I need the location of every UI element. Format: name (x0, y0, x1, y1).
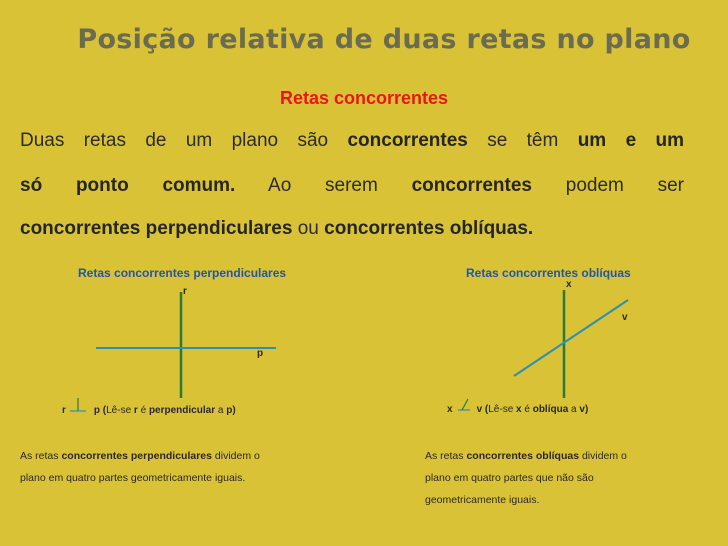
intro-text: ou (292, 218, 325, 239)
section-subtitle: Retas concorrentes (279, 88, 449, 108)
desc-bold: concorrentes perpendiculares (61, 450, 212, 462)
page-title: Posição relativa de duas retas no plano (77, 24, 691, 55)
notation-paren: ( (100, 405, 107, 416)
notation-x: x (516, 404, 522, 415)
oblique-caption: Retas concorrentes oblíquas (466, 266, 631, 280)
notation-word: oblíqua (532, 404, 569, 415)
notation-x: x (447, 404, 453, 415)
oblique-description-line-3: geometricamente iguais. (425, 494, 540, 506)
notation-p: p (226, 405, 233, 416)
label-p: p (257, 348, 264, 359)
intro-text: se têm (467, 130, 578, 151)
desc-bold: concorrentes oblíquas (466, 450, 580, 462)
notation-text: Lê-se (106, 405, 134, 416)
notation-text: é (521, 404, 533, 415)
perpendicular-description-line-2: plano em quatro partes geometricamente iguais. (20, 472, 246, 484)
notation-v: v (579, 404, 585, 415)
label-x: x (566, 279, 572, 290)
intro-bold: concorrentes (347, 130, 468, 151)
intro-bold: um e um (577, 130, 685, 151)
desc-text: dividem o (579, 450, 627, 462)
perpendicular-notation (62, 405, 236, 416)
intro-bold: concorrentes (411, 175, 532, 196)
oblique-description-line-2: plano em quatro partes que não são (425, 472, 594, 484)
label-r: r (183, 286, 187, 297)
notation-paren: ) (232, 405, 236, 416)
notation-word: perpendicular (148, 405, 216, 416)
intro-text: podem ser (531, 175, 685, 196)
notation-text: Lê-se (488, 404, 517, 415)
intro-text: Duas retas de um plano são (20, 130, 348, 151)
oblique-description-line-1 (425, 450, 627, 462)
perpendicular-description-line-1 (20, 450, 260, 462)
intro-bold: concorrentes oblíquas. (324, 218, 534, 239)
intro-text: Ao serem (235, 175, 412, 196)
desc-text: As retas (425, 450, 467, 462)
notation-text: a (568, 404, 580, 415)
label-v: v (622, 312, 628, 323)
intro-bold: só ponto comum. (20, 175, 236, 196)
perpendicular-caption: Retas concorrentes perpendiculares (78, 266, 287, 280)
intro-bold: concorrentes perpendiculares (20, 218, 293, 239)
notation-text: é (137, 405, 149, 416)
desc-text: As retas (20, 450, 62, 462)
notation-r: r (62, 405, 66, 416)
desc-text: dividem o (212, 450, 260, 462)
notation-paren: ( (482, 404, 489, 415)
line-v-oblique (514, 300, 628, 376)
notation-v: v (476, 404, 483, 415)
notation-r: r (133, 405, 138, 416)
notation-p: p (93, 405, 101, 416)
notation-paren: ) (584, 404, 589, 415)
notation-text: a (215, 405, 227, 416)
oblique-notation (447, 404, 588, 415)
